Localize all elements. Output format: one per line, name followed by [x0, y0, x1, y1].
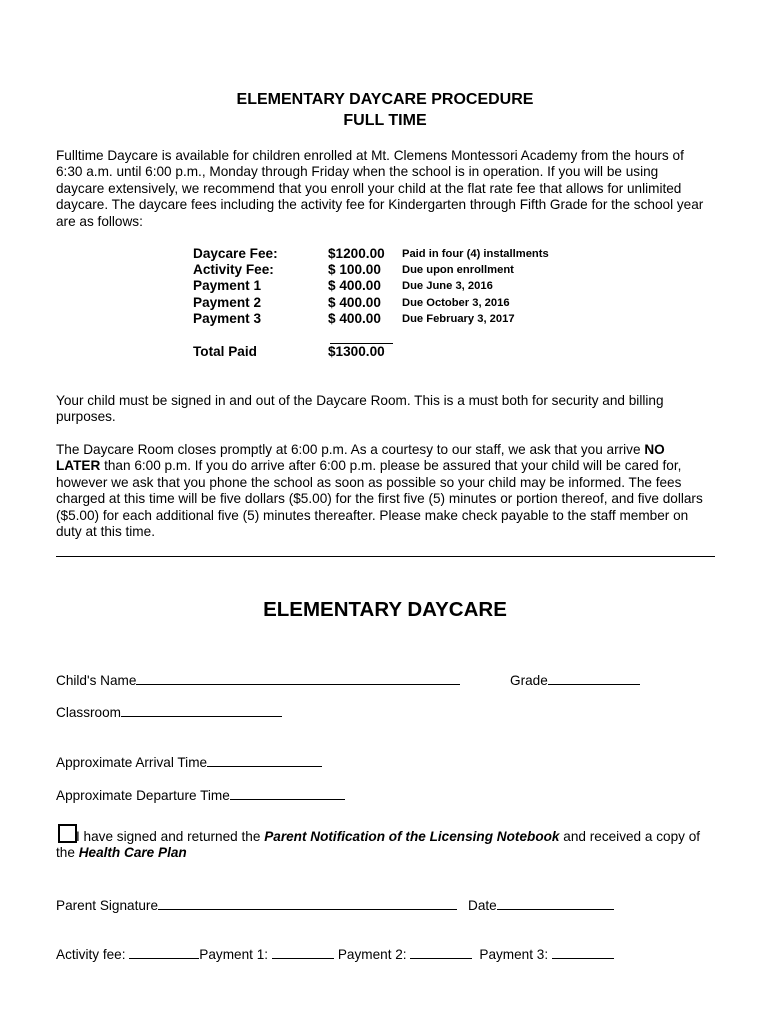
fee-amount: $ 400.00: [328, 311, 381, 326]
page-title: ELEMENTARY DAYCARE PROCEDURE: [236, 91, 534, 108]
grade-field[interactable]: [510, 672, 640, 689]
acknowledgement-text: [56, 829, 716, 862]
section-divider: [56, 556, 715, 557]
total-amount: $1300.00: [328, 344, 385, 359]
arrival-time-label: Approximate Arrival Time: [56, 755, 208, 770]
ack-health-plan-title: Health Care Plan: [78, 845, 187, 861]
fee-note: Due upon enrollment: [402, 264, 514, 276]
fee-note: Paid in four (4) installments: [402, 248, 549, 260]
payment2-label: Payment 2:: [337, 947, 411, 962]
activity-fee-blank[interactable]: [129, 946, 199, 959]
closing-emphasis: NO LATER: [56, 442, 665, 474]
payment3-label: Payment 3:: [479, 947, 552, 962]
fee-label: Daycare Fee:: [193, 246, 278, 261]
arrival-time-blank[interactable]: [207, 754, 322, 767]
closing-text-1: The Daycare Room closes promptly at 6:00 p.m. As a courtesy to our staff, we ask that you arrive: [56, 442, 645, 457]
departure-time-blank[interactable]: [230, 787, 345, 800]
fee-note: Due June 3, 2016: [402, 280, 493, 292]
fee-amount: $1200.00: [328, 246, 385, 261]
date-field[interactable]: [468, 897, 614, 914]
payment-tracking-row: [56, 946, 614, 963]
fee-amount: $ 100.00: [328, 262, 381, 277]
activity-fee-label: Activity fee:: [56, 947, 130, 962]
childs-name-blank[interactable]: [136, 672, 460, 685]
parent-signature-blank[interactable]: [158, 897, 457, 910]
payment1-blank[interactable]: [272, 946, 334, 959]
page-subtitle: FULL TIME: [343, 112, 427, 129]
departure-time-field[interactable]: [56, 787, 345, 804]
classroom-label: Classroom: [56, 705, 121, 720]
fee-label: Payment 2: [193, 295, 262, 310]
parent-signature-label: Parent Signature: [56, 898, 159, 913]
parent-signature-field[interactable]: [56, 897, 457, 914]
classroom-blank[interactable]: [121, 704, 282, 717]
date-blank[interactable]: [497, 897, 614, 910]
arrival-time-field[interactable]: [56, 754, 322, 771]
childs-name-label: Child's Name: [56, 673, 137, 688]
form-title: ELEMENTARY DAYCARE: [263, 598, 507, 621]
payment1-label: Payment 1:: [199, 947, 272, 962]
ack-text-2: and received a copy of the: [56, 829, 701, 861]
fee-note: Due October 3, 2016: [402, 297, 510, 309]
fee-label: Payment 1: [193, 278, 262, 293]
payment3-blank[interactable]: [552, 946, 614, 959]
fee-label: Payment 3: [193, 311, 262, 326]
fee-label: Activity Fee:: [193, 262, 274, 277]
fee-amount: $ 400.00: [328, 278, 381, 293]
classroom-field[interactable]: [56, 704, 282, 721]
ack-text-1: I have signed and returned the: [76, 829, 265, 844]
date-label: Date: [468, 898, 497, 913]
sign-in-paragraph: Your child must be signed in and out of the Daycare Room. This is a must both for security and billing purposes.: [56, 393, 664, 425]
ack-notebook-title: Parent Notification of the Licensing Notebook: [264, 829, 560, 844]
grade-blank[interactable]: [548, 672, 640, 685]
fee-note: Due February 3, 2017: [402, 313, 515, 325]
intro-paragraph: Fulltime Daycare is available for children enrolled at Mt. Clemens Montessori Academy from the hours of 6:30 a.m. until 6:00 p.m., Monday through Friday when the school is in operation. If you will be using daycare extensively, we recommend that you enroll your child at the flat rate fee that allows for unlimited daycare. The daycare fees including the activity fee for Kindergarten through Fifth Grade for the school year are as follows:: [56, 148, 704, 229]
closing-paragraph: [56, 442, 706, 540]
childs-name-field[interactable]: [56, 672, 460, 689]
grade-label: Grade: [510, 673, 548, 688]
payment2-blank[interactable]: [410, 946, 472, 959]
closing-text-2: than 6:00 p.m. If you do arrive after 6:00 p.m. please be assured that your child will be cared for, however we ask that you phone the school as soon as possible so your child may be informed. The fees charged at this time will be five dollars ($5.00) for the first five (5) minutes or portion thereof, and five dollars ($5.00) for each additional five (5) minutes thereafter. Please make check payable to the staff member on duty at this time.: [56, 458, 703, 540]
total-label: Total Paid: [193, 344, 257, 359]
departure-time-label: Approximate Departure Time: [56, 788, 230, 803]
fee-amount: $ 400.00: [328, 295, 381, 310]
